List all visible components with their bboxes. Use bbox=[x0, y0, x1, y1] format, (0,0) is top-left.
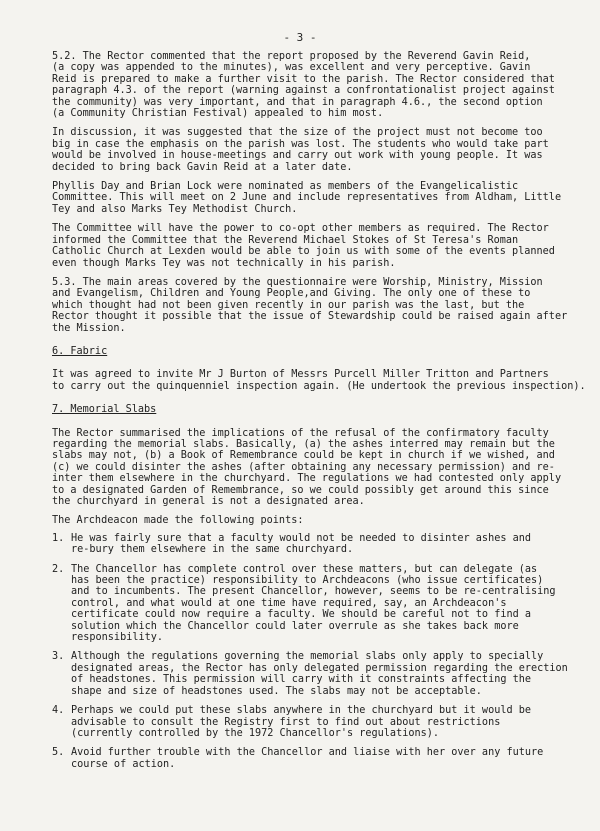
list-item: 4. Perhaps we could put these slabs anywhere in the churchyard but it would be advisable to consult the Registry first to find out about restrictions (currently controlled by the 1972 Chancellor's regulations). bbox=[52, 705, 532, 739]
section-7-heading: 7. Memorial Slabs bbox=[52, 404, 157, 416]
section-6-text: It was agreed to invite Mr J Burton of Messrs Purcell Miller Tritton and Partners to carry out the quinquenniel inspection again. (He undertook the previous inspection). bbox=[52, 369, 586, 392]
paragraph-5-3: 5.3. The main areas covered by the questionnaire were Worship, Ministry, Mission and Evangelism, Children and Young People,and Giving. The only one of these to which thought had not been given recently in our parish was the last, but the Rector thought it possible that the issue of Stewardship could be raised again after the Mission. bbox=[52, 276, 568, 334]
page-number: - 3 - bbox=[283, 31, 317, 44]
list-item: 2. The Chancellor has complete control over these matters, but can delegate (as has been the practice) responsibility to Archdeacons (who issue certificates) and to incumbents. The present Chancellor, however, seems to be re-centralising control, and what would at one time have required, say, an Archdeacon's certificate could now require a faculty. We should be careful not to find a solution which the Chancellor could later overrule as she takes back more responsibility. bbox=[52, 563, 556, 644]
list-item: 3. Although the regulations governing the memorial slabs only apply to specially designated areas, the Rector has only delegated permission regarding the erection of headstones. This permission will carry with it constraints affecting the shape and size of headstones used. The slabs may not be acceptable. bbox=[52, 651, 568, 697]
paragraph-nominations: Phyllis Day and Brian Lock were nominated as members of the Evangelicalistic Committee. This will meet on 2 June and include representatives from Aldham, Little Tey and also Marks Tey Methodist Church. bbox=[52, 181, 562, 215]
paragraph-discussion: In discussion, it was suggested that the size of the project must not become too big in case the emphasis on the parish was lost. The students who would take part would be involved in house-meetings and carry out work with young people. It was decided to bring back Gavin Reid at a later date. bbox=[52, 127, 549, 173]
paragraph-committee: The Committee will have the power to co-opt other members as required. The Rector informed the Committee that the Reverend Michael Stokes of St Teresa's Roman Catholic Church at Lexden would be able to join us with some of the events planned even though Marks Tey was not technically in his parish. bbox=[52, 223, 555, 269]
section-7-lead: The Archdeacon made the following points: bbox=[52, 515, 304, 527]
section-6-heading: 6. Fabric bbox=[52, 345, 108, 357]
archdeacon-points-list bbox=[52, 533, 588, 770]
paragraph-5-2: 5.2. The Rector commented that the report proposed by the Reverend Gavin Reid, (a copy was appended to the minutes), was excellent and very perceptive. Gavin Reid is prepared to make a further visit to the parish. The Rector considered that paragraph 4.3. of the report (warning against a confrontationalist project against the community) was very important, and that in paragraph 4.6., the second option (a Community Christian Festival) appealed to him most. bbox=[52, 51, 555, 120]
section-7-intro: The Rector summarised the implications of the refusal of the confirmatory faculty regarding the memorial slabs. Basically, (a) the ashes interred may remain but the slabs may not, (b) a Book of Remembrance could be kept in church if we wished, and (c) we could disinter the ashes (after obtaining any necessary permission) and re- inter them elsewhere in the churchyard. The regulations we had contested only apply to a designated Garden of Remembrance, so we could possibly get around this since the churchyard in general is not a designated area. bbox=[52, 427, 562, 507]
list-item: 1. He was fairly sure that a faculty would not be needed to disinter ashes and re-bury them elsewhere in the same churchyard. bbox=[52, 532, 532, 556]
list-item: 5. Avoid further trouble with the Chancellor and liaise with her over any future course of action. bbox=[52, 747, 544, 770]
